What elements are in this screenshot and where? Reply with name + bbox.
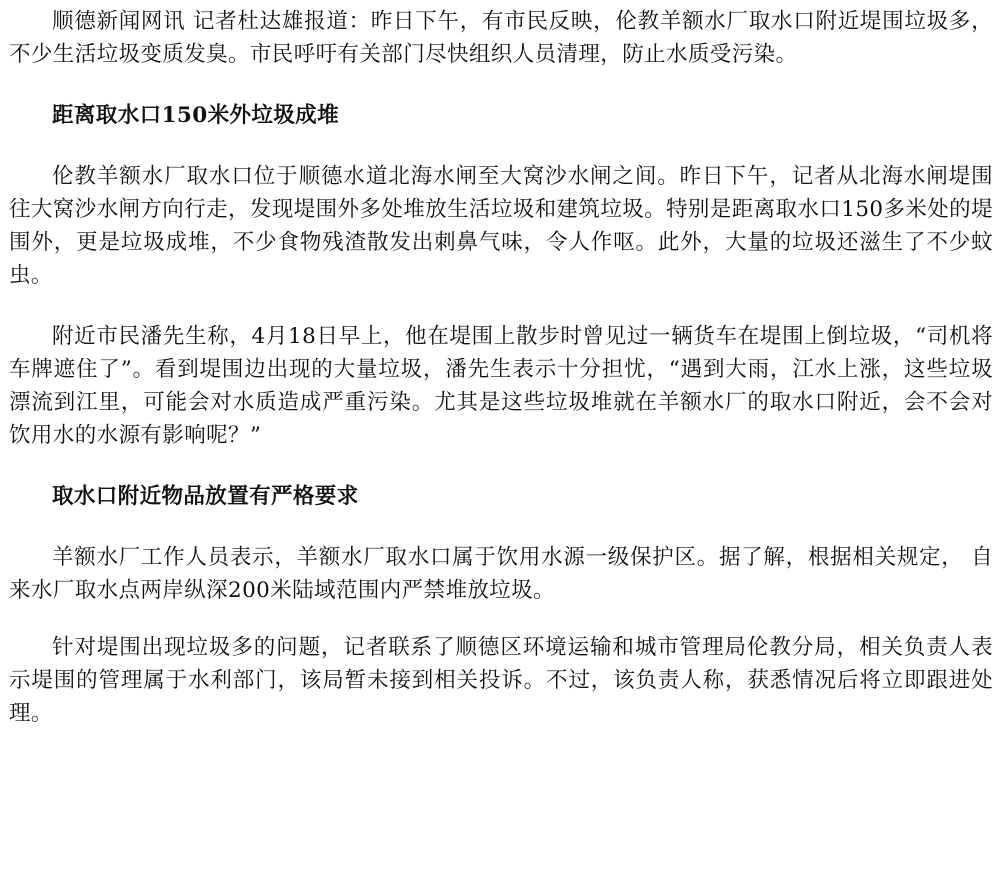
spacer bbox=[9, 513, 993, 541]
news-article bbox=[9, 0, 993, 730]
spacer bbox=[9, 132, 993, 160]
lead-paragraph: 顺德新闻网讯 记者杜达雄报道：昨日下午，有市民反映，伦教羊额水厂取水口附近堤围垃圾多，不少生活垃圾变质发臭。市民呼吁有关部门尽快组织人员清理，防止水质受污染。 bbox=[9, 9, 993, 67]
spacer bbox=[9, 452, 993, 480]
body-paragraph-intake-location: 伦教羊额水厂取水口位于顺德水道北海水闸至大窝沙水闸之间。昨日下午，记者从北海水闸堤围往大窝沙水闸方向行走，发现堤围外多处堆放生活垃圾和建筑垃圾。特别是距离取水口150多米处的堤围外，更是垃圾成堆，不少食物残渣散发出刺鼻气味，令人作呕。此外，大量的垃圾还滋生了不少蚊虫。 bbox=[9, 164, 993, 288]
body-paragraph-plant-staff: 羊额水厂工作人员表示，羊额水厂取水口属于饮用水源一级保护区。据了解，根据相关规定， 自来水厂取水点两岸纵深200米陆域范围内严禁堆放垃圾。 bbox=[9, 545, 993, 603]
body-paragraph-resident-account: 附近市民潘先生称，4月18日早上，他在堤围上散步时曾见过一辆货车在堤围上倒垃圾，“司机将车牌遮住了”。看到堤围边出现的大量垃圾，潘先生表示十分担忧，“遇到大雨，江水上涨，这些垃圾漂流到江里，可能会对水质造成严重污染。尤其是这些垃圾堆就在羊额水厂的取水口附近，会不会对饮用水的水源有影响呢？” bbox=[9, 324, 993, 448]
section-heading-garbage-piles: 距离取水口150米外垃圾成堆 bbox=[52, 103, 339, 128]
body-paragraph-bureau-response: 针对堤围出现垃圾多的问题，记者联系了顺德区环境运输和城市管理局伦教分局，相关负责人表示堤围的管理属于水利部门，该局暂未接到相关投诉。不过，该负责人称，获悉情况后将立即跟进处理。 bbox=[9, 635, 993, 726]
spacer bbox=[9, 607, 993, 631]
section-heading-regulations: 取水口附近物品放置有严格要求 bbox=[52, 484, 359, 509]
spacer bbox=[9, 292, 993, 320]
spacer bbox=[9, 71, 993, 99]
